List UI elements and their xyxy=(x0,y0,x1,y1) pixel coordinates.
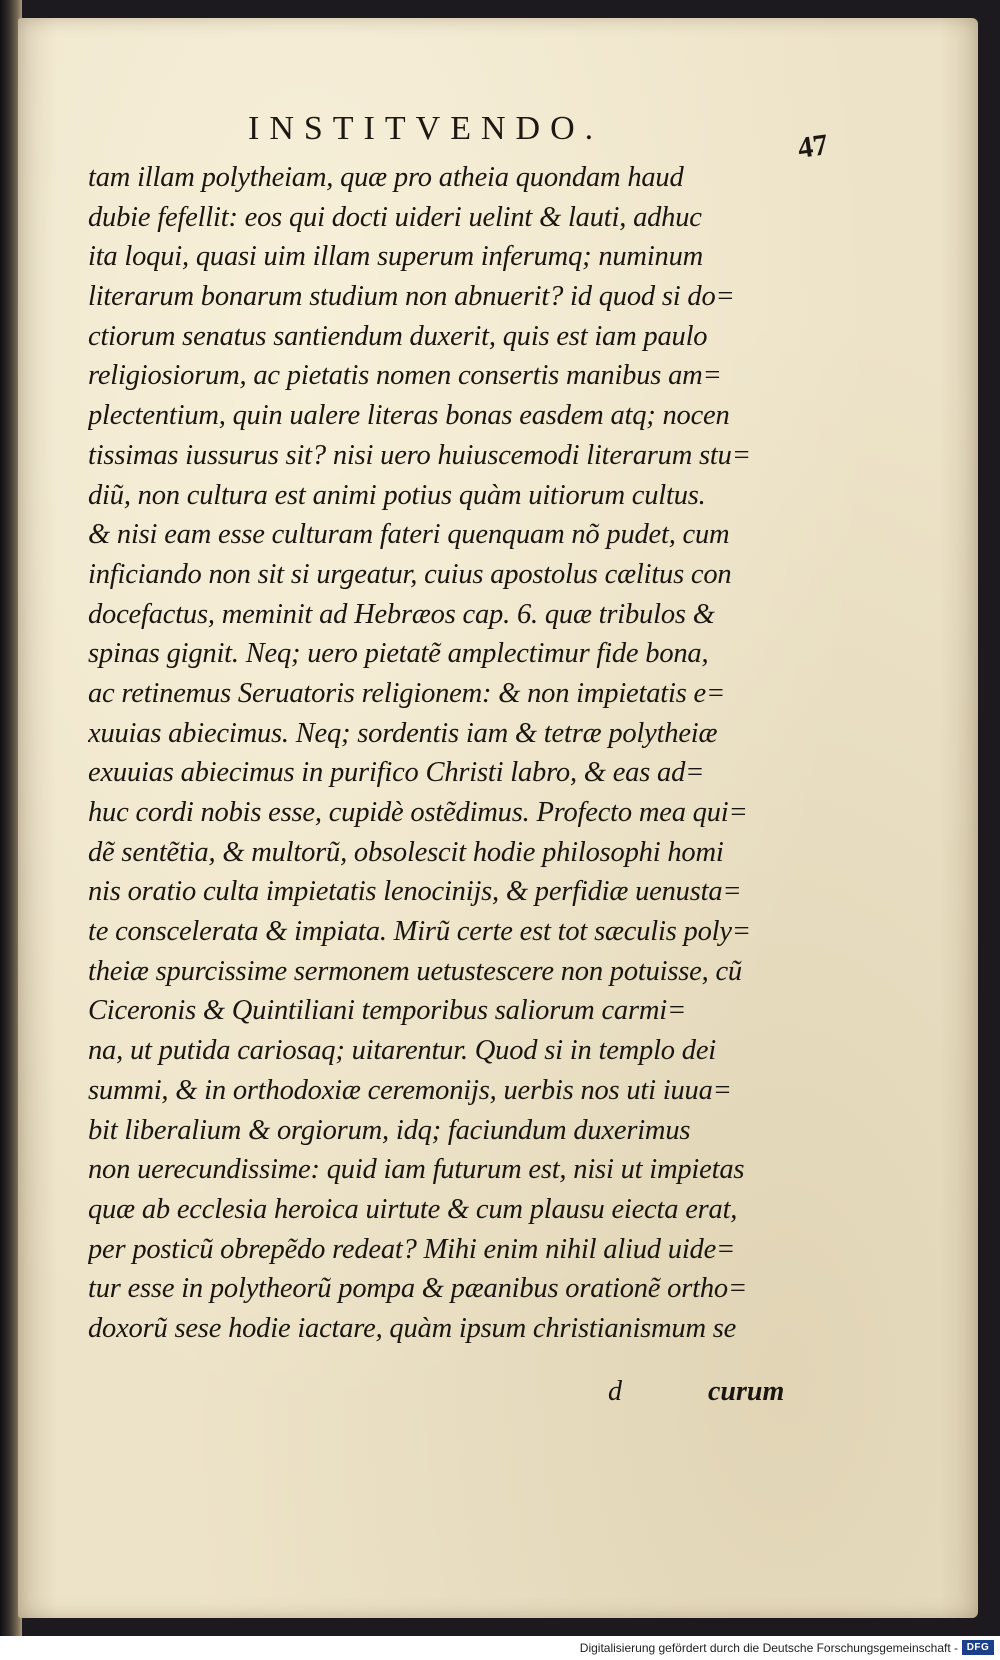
text-line: summi, & in orthodoxiæ ceremonijs, uerbis nos uti iuua= xyxy=(88,1074,732,1106)
text-line: theiæ spurcissime sermonem uetustescere non potuisse, cũ xyxy=(88,955,742,987)
text-line: bit liberalium & orgiorum, idq; faciundum duxerimus xyxy=(88,1114,691,1146)
text-line: huc cordi nobis esse, cupidè ostẽdimus. Profecto mea qui= xyxy=(88,797,748,828)
text-line: ita loqui, quasi uim illam superum inferumq; numinum xyxy=(88,241,704,273)
text-line: tur esse in polytheorũ pompa & pæanibus orationẽ ortho= xyxy=(88,1273,747,1305)
text-block xyxy=(88,158,808,1349)
footer-bar xyxy=(0,1636,1000,1660)
text-line: per posticũ obrepẽdo redeat? Mihi enim nihil aliud uide= xyxy=(88,1233,736,1265)
catch-line xyxy=(608,1376,808,1412)
text-line: docefactus, meminit ad Hebræos cap. 6. quæ tribulos & xyxy=(88,598,715,630)
text-line: ctiorum senatus santiendum duxerit, quis est iam paulo xyxy=(88,320,708,352)
text-line: non uerecundissime: quid iam futurum est, nisi ut impietas xyxy=(88,1154,745,1186)
text-line: dẽ sentẽtia, & multorũ, obsolescit hodie philosophi homi xyxy=(88,836,724,868)
text-line: religiosiorum, ac pietatis nomen consertis manibus am= xyxy=(88,360,722,392)
text-line: tissimas iussurus sit? nisi uero huiuscemodi literarum stu= xyxy=(88,439,751,471)
text-line: ac retinemus Seruatoris religionem: & non impietatis e= xyxy=(88,677,725,709)
text-line: plectentium, quin ualere literas bonas easdem atq; nocen xyxy=(88,400,730,432)
running-head: INSTITVENDO. xyxy=(248,110,604,147)
text-line: te conscelerata & impiata. Mirũ certe est tot sæculis poly= xyxy=(88,916,751,948)
text-line: nis oratio culta impietatis lenocinijs, & perfidiæ uenusta= xyxy=(88,876,742,908)
text-line: xuuias abiecimus. Neq; sordentis iam & tetræ polytheiæ xyxy=(88,717,718,749)
text-line: spinas gignit. Neq; uero pietatẽ amplectimur fide bona, xyxy=(88,638,709,670)
text-line: literarum bonarum studium non abnuerit? id quod si do= xyxy=(88,281,735,313)
text-line: & nisi eam esse culturam fateri quenquam nõ pudet, cum xyxy=(88,519,730,551)
text-line: doxorũ sese hodie iactare, quàm ipsum christianismum se xyxy=(88,1312,737,1344)
funding-credit: Digitalisierung gefördert durch die Deutsche Forschungsgemeinschaft - xyxy=(579,1641,958,1655)
text-line: tam illam polytheiam, quæ pro atheia quondam haud xyxy=(88,162,684,193)
text-line: inficiando non sit si urgeatur, cuius apostolus cælitus con xyxy=(88,558,732,590)
text-line: na, ut putida cariosaq; uitarentur. Quod si in templo dei xyxy=(88,1035,716,1067)
catchword: curum xyxy=(708,1376,785,1407)
signature-mark: d xyxy=(608,1376,622,1407)
text-line: Ciceronis & Quintiliani temporibus saliorum carmi= xyxy=(88,995,686,1027)
page-number: 47 xyxy=(795,128,831,165)
text-line: dubie fefellit: eos qui docti uideri uelint & lauti, adhuc xyxy=(88,201,702,233)
book-page xyxy=(18,18,978,1618)
text-line: quæ ab ecclesia heroica uirtute & cum plausu eiecta erat, xyxy=(88,1193,738,1225)
dfg-logo: DFG xyxy=(962,1640,994,1655)
text-line: diũ, non cultura est animi potius quàm uitiorum cultus. xyxy=(88,479,706,511)
text-line: exuuias abiecimus in purifico Christi labro, & eas ad= xyxy=(88,757,705,789)
